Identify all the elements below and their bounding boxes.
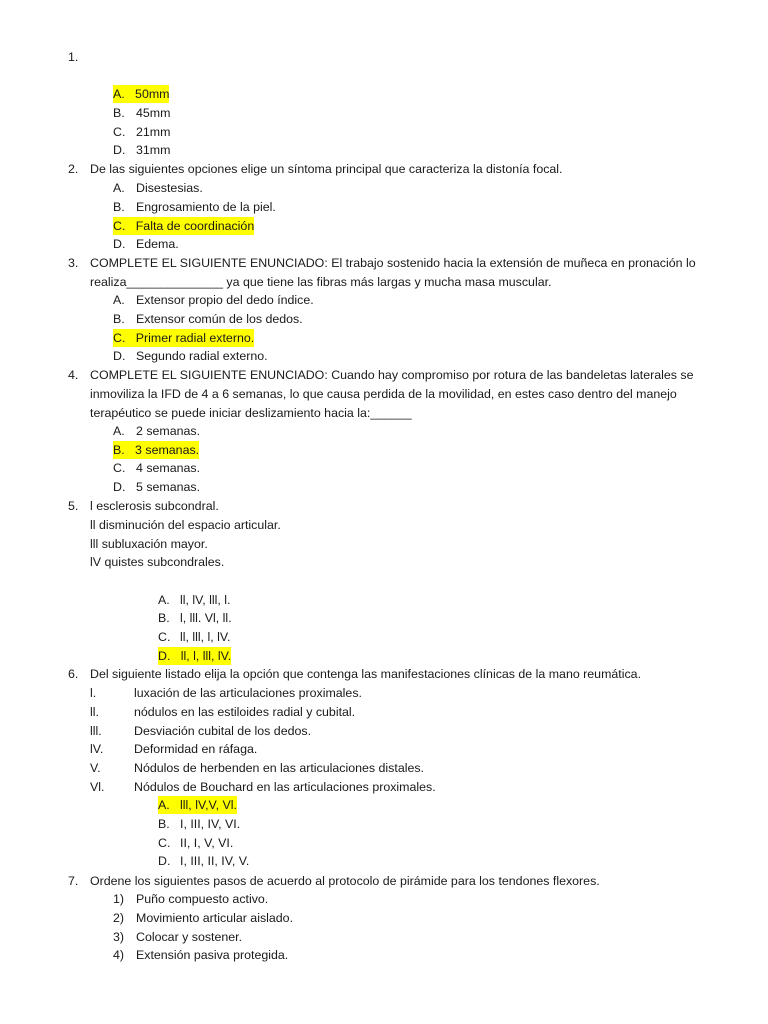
option-text: II, I, V, VI. [180,836,234,850]
option-letter: B. [158,817,170,831]
option-letter: C. [158,630,171,644]
question-text: Ordene los siguientes pasos de acuerdo al protocolo de pirámide para los tendones flexores. [90,874,600,888]
item-text: luxación de las articulaciones proximales. [134,686,362,700]
option-letter: D. [113,480,126,494]
roman-numeral: V. [90,761,101,775]
step-text: Movimiento articular aislado. [136,911,294,925]
option-text: Extensor propio del dedo índice. [136,293,314,307]
question-text: COMPLETE EL SIGUIENTE ENUNCIADO: El trabajo sostenido hacia la extensión de muñeca en pronación lo [90,256,696,270]
option-letter: D. [113,349,126,363]
step-number: 2) [113,911,125,925]
question-text: Del siguiente listado elija la opción que contenga las manifestaciones clínicas de la mano reumática. [90,667,642,681]
option-letter: D. [113,143,126,157]
item-text: Desviación cubital de los dedos. [134,724,312,738]
step-number: 3) [113,930,125,944]
item-text: Deformidad en ráfaga. [134,742,258,756]
question-text: inmoviliza la IFD de 4 a 6 semanas, lo que causa perdida de la movilidad, en estes caso dentro del manejo [90,387,677,401]
option-letter: D. [158,854,171,868]
option-text: l, lll. Vl, ll. [180,611,232,625]
item-text: Nódulos de herbenden en las articulaciones distales. [134,761,424,775]
question-number: 1. [68,50,79,64]
roman-numeral: lll. [90,724,102,738]
option-text: Engrosamiento de la piel. [136,200,276,214]
question-number: 6. [68,667,79,681]
statement: l esclerosis subcondral. [90,499,219,513]
option-text: 2 semanas. [136,424,201,438]
step-number: 4) [113,948,125,962]
option-text: 5 semanas. [136,480,201,494]
option-letter: D. [113,237,126,251]
highlighted-answer: C. Primer radial externo. [113,331,255,345]
option-letter: A. [113,424,125,438]
question-text: terapéutico se puede iniciar deslizamiento hacia la:______ [90,406,412,420]
option-letter: A. [158,593,170,607]
roman-numeral: ll. [90,705,99,719]
question-number: 5. [68,499,79,513]
option-letter: A. [113,181,125,195]
step-text: Colocar y sostener. [136,930,243,944]
highlighted-answer: C. Falta de coordinación [113,219,255,233]
question-number: 3. [68,256,79,270]
roman-numeral: lV. [90,742,104,756]
statement: lV quistes subcondrales. [90,555,225,569]
highlighted-answer: D. ll, l, lll, lV. [158,649,232,663]
step-text: Extensión pasiva protegida. [136,948,289,962]
question-number: 7. [68,874,79,888]
option-letter: C. [113,125,126,139]
highlighted-answer: A. lll, lV,V, Vl. [158,798,237,812]
question-text: COMPLETE EL SIGUIENTE ENUNCIADO: Cuando hay compromiso por rotura de las bandeletas laterales se [90,368,694,382]
item-text: nódulos en las estiloides radial y cubital. [134,705,356,719]
question-text: realiza______________ ya que tiene las fibras más largas y mucha masa muscular. [90,275,552,289]
option-letter: A. [113,293,125,307]
option-letter: C. [113,461,126,475]
statement: ll disminución del espacio articular. [90,518,281,532]
question-number: 2. [68,162,79,176]
question-text: De las siguientes opciones elige un síntoma principal que caracteriza la distonía focal. [90,162,563,176]
option-letter: B. [113,200,125,214]
option-letter: B. [113,106,125,120]
option-text: I, III, II, IV, V. [180,854,250,868]
option-text: Segundo radial externo. [136,349,268,363]
option-text: 4 semanas. [136,461,201,475]
option-text: 21mm [136,125,171,139]
option-text: ll, lV, lll, l. [180,593,231,607]
option-text: Disestesias. [136,181,203,195]
roman-numeral: l. [90,686,97,700]
step-text: Puño compuesto activo. [136,892,269,906]
statement: lll subluxación mayor. [90,537,208,551]
option-text: Extensor común de los dedos. [136,312,303,326]
item-text: Nódulos de Bouchard en las articulaciones proximales. [134,780,436,794]
highlighted-answer: B. 3 semanas. [113,443,200,457]
highlighted-answer: A. 50mm [113,87,170,101]
step-number: 1) [113,892,125,906]
roman-numeral: Vl. [90,780,105,794]
option-text: ll, lll, l, lV. [180,630,231,644]
option-letter: B. [158,611,170,625]
option-letter: B. [113,312,125,326]
option-text: 31mm [136,143,171,157]
option-text: 45mm [136,106,171,120]
option-letter: C. [158,836,171,850]
option-text: I, III, IV, VI. [180,817,241,831]
question-number: 4. [68,368,79,382]
option-text: Edema. [136,237,179,251]
